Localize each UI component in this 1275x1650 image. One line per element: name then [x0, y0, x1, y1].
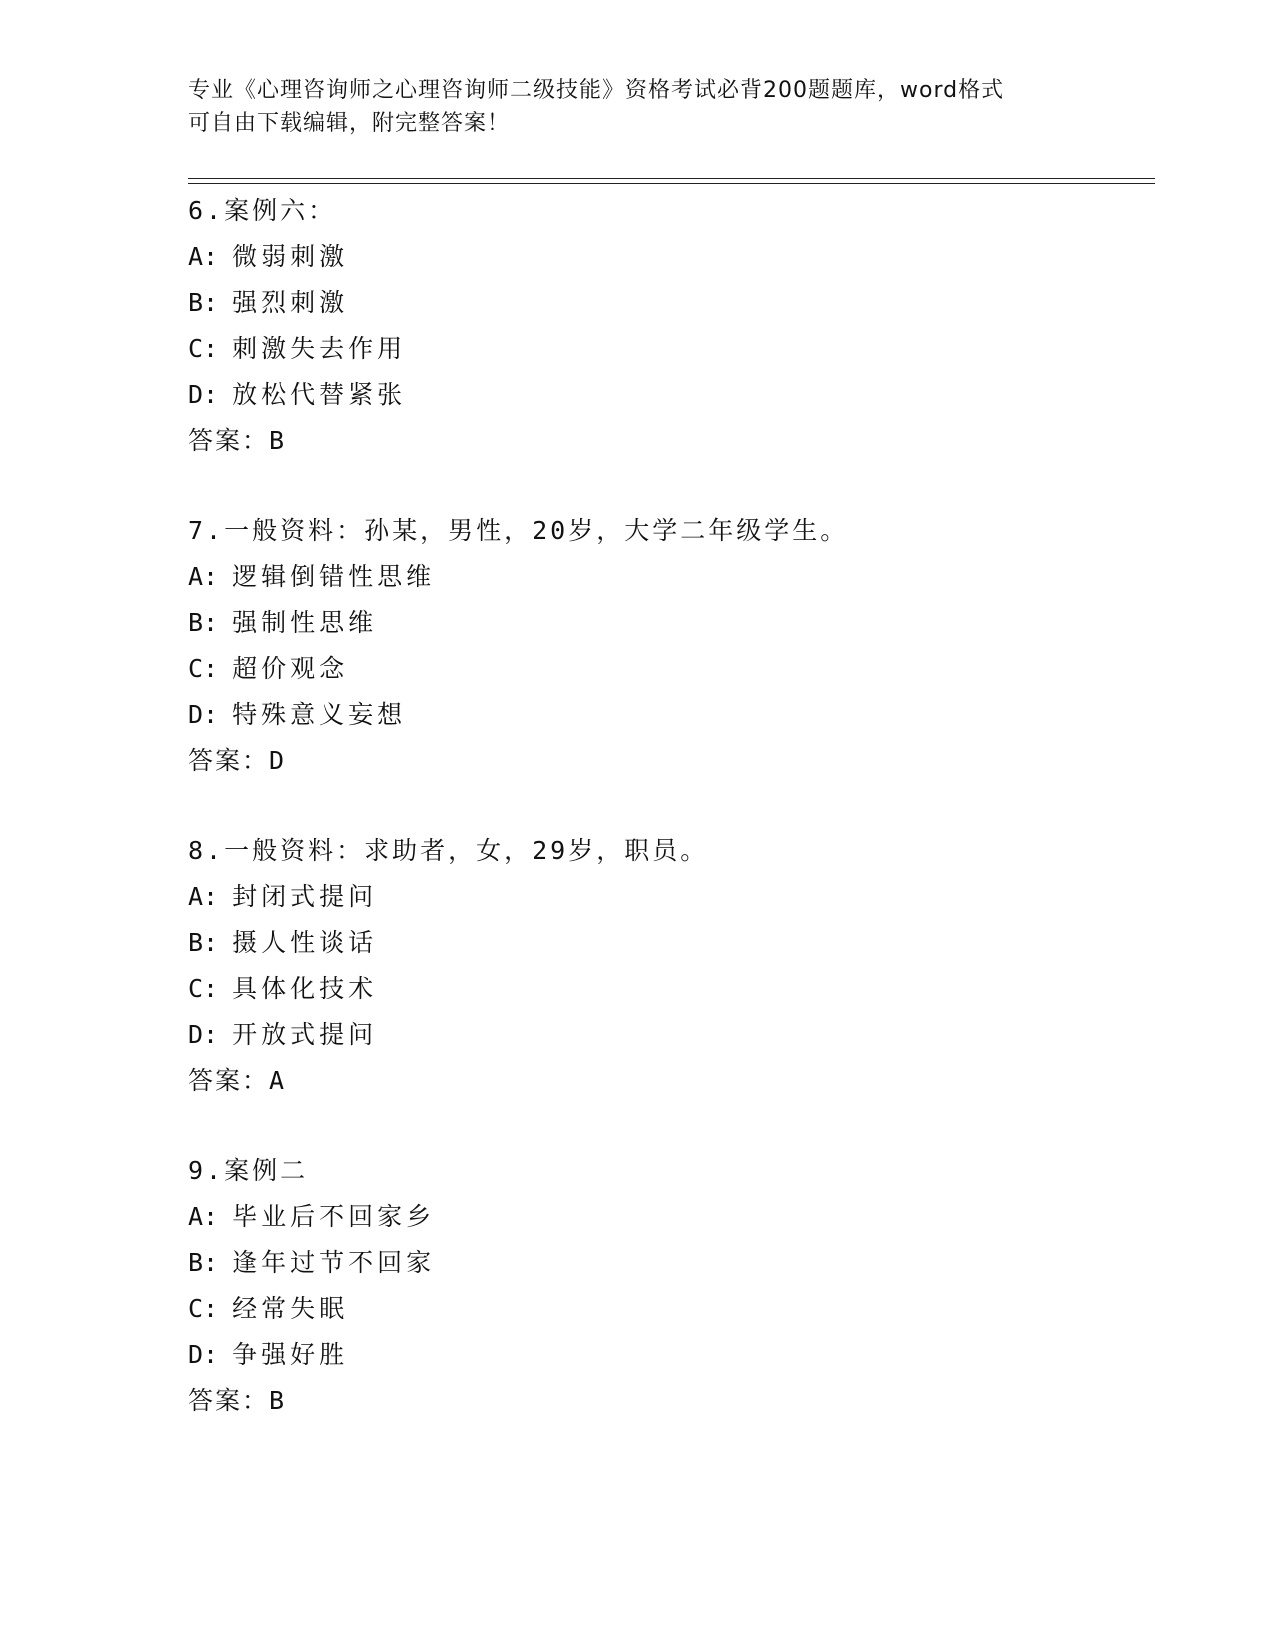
- question-stem: 6.案例六：: [188, 196, 337, 225]
- option-c: [188, 1286, 1148, 1332]
- option-a: [188, 1194, 1148, 1240]
- answer-line: [188, 738, 1148, 784]
- option-c: [188, 646, 1148, 692]
- answer-value: B: [269, 1386, 287, 1415]
- option-letter: A:: [188, 882, 219, 911]
- option-text: 强制性思维: [232, 608, 378, 637]
- answer-value: B: [269, 426, 287, 455]
- option-text: 刺激失去作用: [232, 334, 407, 363]
- option-text: 争强好胜: [232, 1340, 349, 1369]
- question-stem: 8.一般资料：求助者，女，29岁，职员。: [188, 836, 709, 865]
- question-7: [188, 508, 1148, 828]
- answer-label: 答案：: [188, 1066, 270, 1095]
- option-b: [188, 920, 1148, 966]
- option-letter: B:: [188, 1248, 219, 1277]
- option-text: 经常失眠: [232, 1294, 349, 1323]
- answer-value: D: [269, 746, 287, 775]
- option-text: 毕业后不回家乡: [232, 1202, 436, 1231]
- question-9: [188, 1148, 1148, 1468]
- option-b: [188, 1240, 1148, 1286]
- option-letter: B:: [188, 608, 219, 637]
- answer-line: [188, 418, 1148, 464]
- option-letter: A:: [188, 242, 219, 271]
- answer-label: 答案：: [188, 1386, 270, 1415]
- option-letter: A:: [188, 1202, 219, 1231]
- answer-line: [188, 1378, 1148, 1424]
- option-text: 放松代替紧张: [232, 380, 407, 409]
- option-d: [188, 692, 1148, 738]
- option-text: 摄人性谈话: [232, 928, 378, 957]
- question-list: [188, 188, 1148, 1468]
- header-line-1: 专业《心理咨询师之心理咨询师二级技能》资格考试必背200题题库，word格式: [188, 78, 1005, 103]
- document-header: [188, 74, 1088, 140]
- question-8: [188, 828, 1148, 1148]
- option-letter: D:: [188, 1340, 219, 1369]
- option-letter: C:: [188, 654, 219, 683]
- header-divider-bottom: [188, 183, 1155, 184]
- option-c: [188, 966, 1148, 1012]
- option-letter: A:: [188, 562, 219, 591]
- option-letter: B:: [188, 288, 219, 317]
- option-letter: D:: [188, 380, 219, 409]
- question-stem: 9.案例二: [188, 1156, 309, 1185]
- option-text: 特殊意义妄想: [232, 700, 407, 729]
- option-text: 封闭式提问: [232, 882, 378, 911]
- option-a: [188, 874, 1148, 920]
- answer-value: A: [269, 1066, 287, 1095]
- option-letter: D:: [188, 700, 219, 729]
- option-text: 超价观念: [232, 654, 349, 683]
- option-letter: C:: [188, 974, 219, 1003]
- option-text: 开放式提问: [232, 1020, 378, 1049]
- option-text: 强烈刺激: [232, 288, 349, 317]
- option-d: [188, 1012, 1148, 1058]
- option-b: [188, 280, 1148, 326]
- question-6: [188, 188, 1148, 508]
- option-b: [188, 600, 1148, 646]
- header-divider-top: [188, 178, 1155, 179]
- header-line-2: 可自由下载编辑，附完整答案！: [188, 111, 511, 136]
- option-text: 逻辑倒错性思维: [232, 562, 436, 591]
- option-letter: B:: [188, 928, 219, 957]
- option-letter: C:: [188, 1294, 219, 1323]
- option-d: [188, 1332, 1148, 1378]
- question-stem: 7.一般资料：孙某，男性，20岁，大学二年级学生。: [188, 516, 849, 545]
- option-text: 微弱刺激: [232, 242, 349, 271]
- option-letter: D:: [188, 1020, 219, 1049]
- answer-label: 答案：: [188, 746, 270, 775]
- answer-line: [188, 1058, 1148, 1104]
- option-c: [188, 326, 1148, 372]
- option-letter: C:: [188, 334, 219, 363]
- option-a: [188, 554, 1148, 600]
- option-d: [188, 372, 1148, 418]
- answer-label: 答案：: [188, 426, 270, 455]
- option-a: [188, 234, 1148, 280]
- option-text: 逢年过节不回家: [232, 1248, 436, 1277]
- option-text: 具体化技术: [232, 974, 378, 1003]
